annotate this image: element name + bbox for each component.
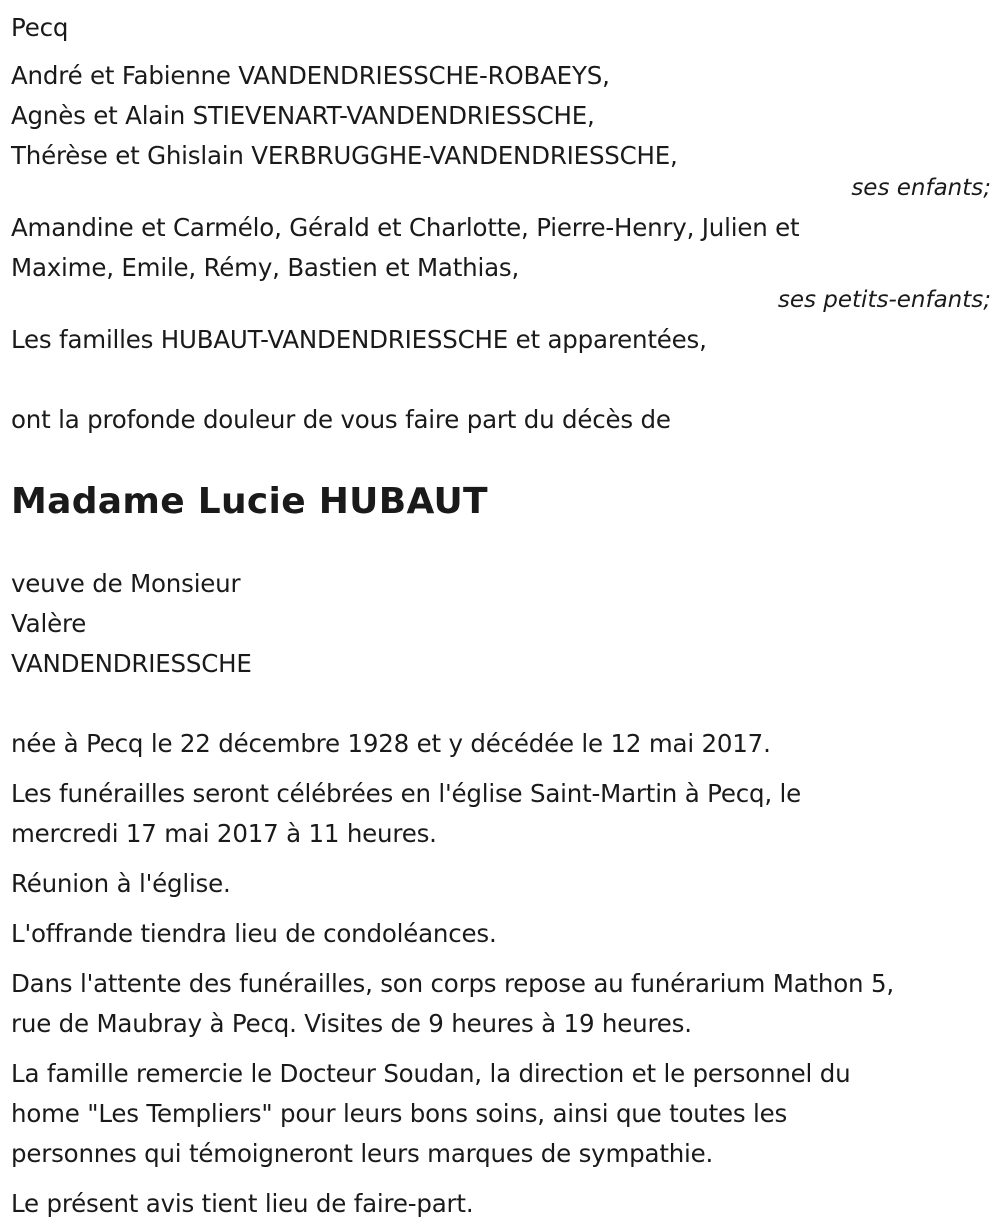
- meeting-line: Réunion à l'église.: [11, 869, 231, 898]
- children-role: ses enfants;: [851, 175, 991, 201]
- birth-death-line: née à Pecq le 22 décembre 1928 et y décédée le 12 mai 2017.: [11, 729, 771, 758]
- rest-block: [11, 964, 991, 1044]
- obituary-notice: [11, 8, 991, 1224]
- widow-line: VANDENDRIESSCHE: [11, 649, 252, 678]
- grandchild-line: Amandine et Carmélo, Gérald et Charlotte, Pierre-Henry, Julien et: [11, 213, 800, 242]
- widow-block: [11, 564, 991, 684]
- grandchildren-block: [11, 208, 991, 312]
- grandchildren-role: ses petits-enfants;: [777, 287, 991, 313]
- closing-line: Le présent avis tient lieu de faire-part.: [11, 1189, 474, 1218]
- thanks-line: La famille remercie le Docteur Soudan, la direction et le personnel du: [11, 1059, 851, 1088]
- thanks-line: personnes qui témoigneront leurs marques de sympathie.: [11, 1139, 714, 1168]
- child-line: André et Fabienne VANDENDRIESSCHE-ROBAEYS,: [11, 61, 610, 90]
- child-line: Agnès et Alain STIEVENART-VANDENDRIESSCHE,: [11, 101, 595, 130]
- widow-line: veuve de Monsieur: [11, 569, 241, 598]
- offering-line: L'offrande tiendra lieu de condoléances.: [11, 919, 497, 948]
- children-block: [11, 56, 991, 200]
- families-line: Les familles HUBAUT-VANDENDRIESSCHE et apparentées,: [11, 325, 707, 354]
- funeral-line: mercredi 17 mai 2017 à 11 heures.: [11, 819, 437, 848]
- child-line: Thérèse et Ghislain VERBRUGGHE-VANDENDRIESSCHE,: [11, 141, 678, 170]
- rest-line: Dans l'attente des funérailles, son corps repose au funérarium Mathon 5,: [11, 969, 894, 998]
- place-heading: Pecq: [11, 13, 69, 42]
- funeral-line: Les funérailles seront célébrées en l'église Saint-Martin à Pecq, le: [11, 779, 801, 808]
- widow-line: Valère: [11, 609, 87, 638]
- rest-line: rue de Maubray à Pecq. Visites de 9 heures à 19 heures.: [11, 1009, 692, 1038]
- grandchild-line: Maxime, Emile, Rémy, Bastien et Mathias,: [11, 253, 520, 282]
- thanks-line: home "Les Templiers" pour leurs bons soins, ainsi que toutes les: [11, 1099, 788, 1128]
- announcement-line: ont la profonde douleur de vous faire part du décès de: [11, 405, 671, 434]
- deceased-name: Madame Lucie HUBAUT: [11, 481, 488, 522]
- thanks-block: [11, 1054, 991, 1174]
- funeral-block: [11, 774, 991, 854]
